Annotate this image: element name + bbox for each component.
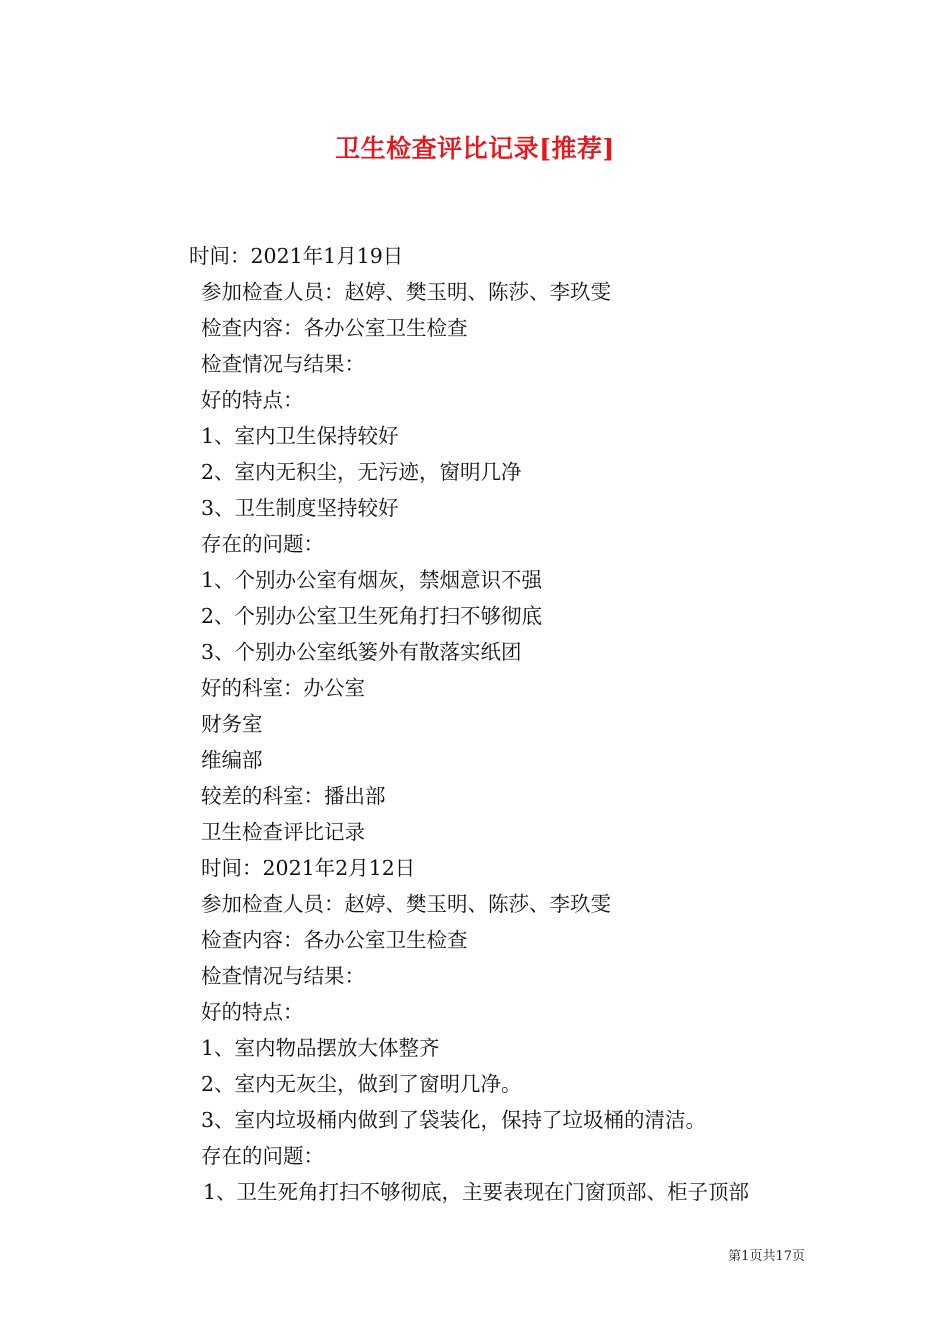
text-line: 好的科室：办公室: [201, 676, 365, 700]
text-line: 存在的问题：: [201, 532, 324, 556]
text-line: 维编部: [201, 748, 263, 772]
text-line: 存在的问题：: [201, 1144, 324, 1168]
text-line: 时间：2021年2月12日: [201, 856, 416, 880]
text-line: 2、室内无积尘，无污迹，窗明几净: [201, 460, 522, 484]
text-line: 2、室内无灰尘，做到了窗明几净。: [201, 1072, 522, 1096]
text-line: 检查内容：各办公室卫生检查: [201, 928, 468, 952]
text-line: 1、室内物品摆放大体整齐: [201, 1036, 440, 1060]
text-line: 时间：2021年1月19日: [189, 244, 404, 268]
text-line: 1、室内卫生保持较好: [201, 424, 399, 448]
text-line: 3、室内垃圾桶内做到了袋装化，保持了垃圾桶的清洁。: [201, 1108, 707, 1132]
document-title: 卫生检查评比记录[推荐]: [335, 134, 615, 163]
text-line: 检查情况与结果：: [201, 964, 365, 988]
text-line: 较差的科室：播出部: [201, 784, 386, 808]
text-line: 1、卫生死角打扫不够彻底，主要表现在门窗顶部、柜子顶部: [203, 1180, 750, 1204]
text-line: 财务室: [201, 712, 263, 736]
text-line: 参加检查人员：赵婷、樊玉明、陈莎、李玖雯: [201, 892, 611, 916]
text-line: 好的特点：: [201, 388, 304, 412]
text-line: 检查内容：各办公室卫生检查: [201, 316, 468, 340]
text-line: 参加检查人员：赵婷、樊玉明、陈莎、李玖雯: [201, 280, 611, 304]
page-number: 第1页共17页: [728, 1249, 805, 1264]
text-line: 好的特点：: [201, 1000, 304, 1024]
text-line: 2、个别办公室卫生死角打扫不够彻底: [201, 604, 543, 628]
document-body: [0, 238, 950, 1210]
text-line: 检查情况与结果：: [201, 352, 365, 376]
text-line: 3、卫生制度坚持较好: [201, 496, 399, 520]
text-line: 3、个别办公室纸篓外有散落实纸团: [201, 640, 522, 664]
text-line: 1、个别办公室有烟灰，禁烟意识不强: [201, 568, 543, 592]
text-line: 卫生检查评比记录: [201, 820, 365, 844]
